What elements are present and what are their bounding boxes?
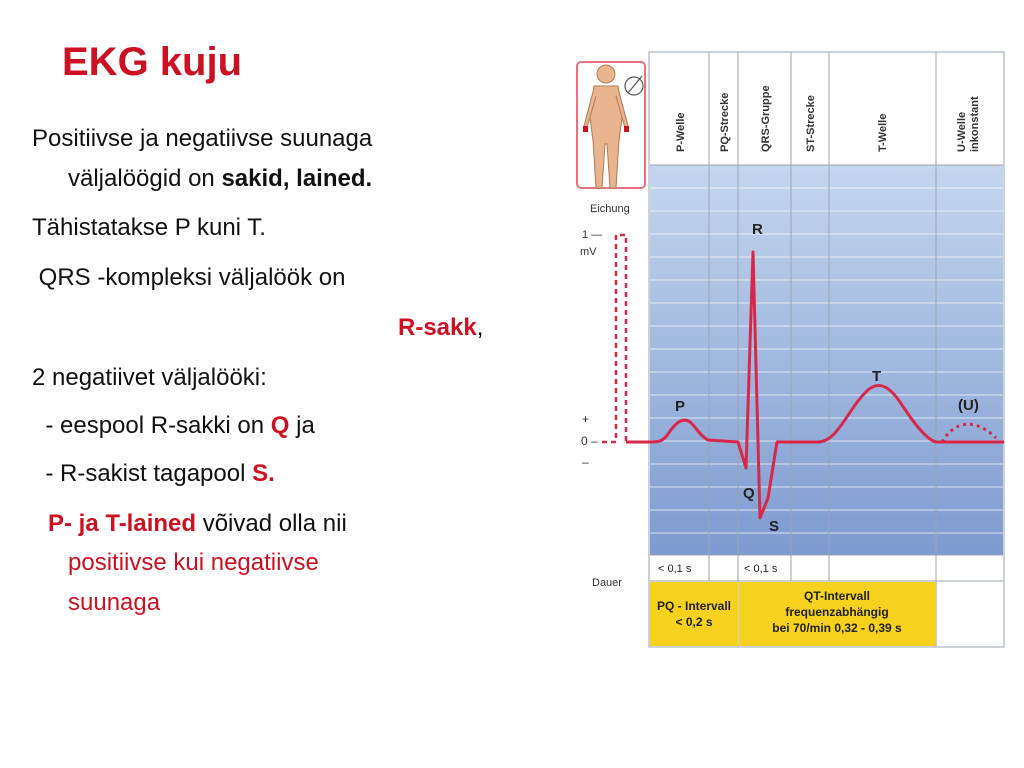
text-line-6 [32,411,315,441]
pq-interval-title: PQ - Intervall [656,599,732,613]
pt-waves-term: P- ja T-lained [48,510,197,537]
qt-interval-title: QT-Intervall [803,589,871,603]
text-line-1: Positiivse ja negatiivse suunaga [32,125,373,152]
col-u-wave-note: inkonstant [969,96,981,152]
text-line-4 [398,313,483,343]
ecg-diagram [572,48,1012,653]
text-line-8c: suunaga [68,589,161,616]
human-body-icon [577,62,645,188]
text-line-3: QRS -kompleksi väljalöök on [32,264,346,291]
label-u: (U) [958,397,979,414]
col-qrs-complex: QRS-Gruppe [760,85,772,152]
label-t: T [872,368,882,385]
text-plain: väljalöögid on [68,165,222,192]
pq-interval-value: < 0,2 s [675,615,713,629]
pq-interval-box [650,582,738,646]
mv-scale-1: 1 — [582,229,603,241]
col-t-wave: T-Welle [877,113,889,152]
r-wave-term: R-sakk [398,314,477,341]
qt-interval-value: bei 70/min 0,32 - 0,39 s [772,621,902,635]
text-line-2: Tähistatakse P kuni T. [32,214,266,241]
text-line-1b [68,164,372,194]
duration-p: < 0,1 s [658,563,692,575]
calibration-pulse [602,235,642,442]
text-line-5: 2 negatiivet väljalööki: [32,364,267,391]
col-u-wave: U-Welle [956,111,968,152]
label-q: Q [743,485,755,502]
duration-qrs: < 0,1 s [744,563,778,575]
s-wave-term: S. [252,460,275,487]
text-line-8 [48,509,347,539]
text-line-8b: positiivse kui negatiivse [68,549,319,576]
col-pq-segment: PQ-Strecke [719,92,731,152]
q-wave-term: Q [270,412,290,439]
calibration-label: Eichung [590,203,630,215]
col-st-segment: ST-Strecke [805,95,817,152]
qt-interval-note: frequenzabhängig [785,605,889,619]
plus-sign: + [582,412,590,426]
label-r: R [752,221,763,238]
comma: , [476,314,484,341]
mv-unit: mV [580,246,597,258]
label-p: P [675,398,686,415]
waveform-area [650,165,1003,555]
text-plain: võivad olla nii [196,510,347,537]
col-p-wave: P-Welle [675,112,687,152]
text-bold: sakid, lained. [221,165,373,192]
text-line-7 [32,459,275,489]
duration-label: Dauer [592,577,622,589]
zero-baseline: 0 – [581,434,598,448]
text-plain: - eespool R-sakki on [32,412,271,439]
text-plain: - R-sakist tagapool [32,460,253,487]
slide-title: EKG kuju [62,40,243,84]
minus-sign: – [582,455,589,469]
label-s: S [769,518,780,535]
text-plain: ja [289,412,315,439]
